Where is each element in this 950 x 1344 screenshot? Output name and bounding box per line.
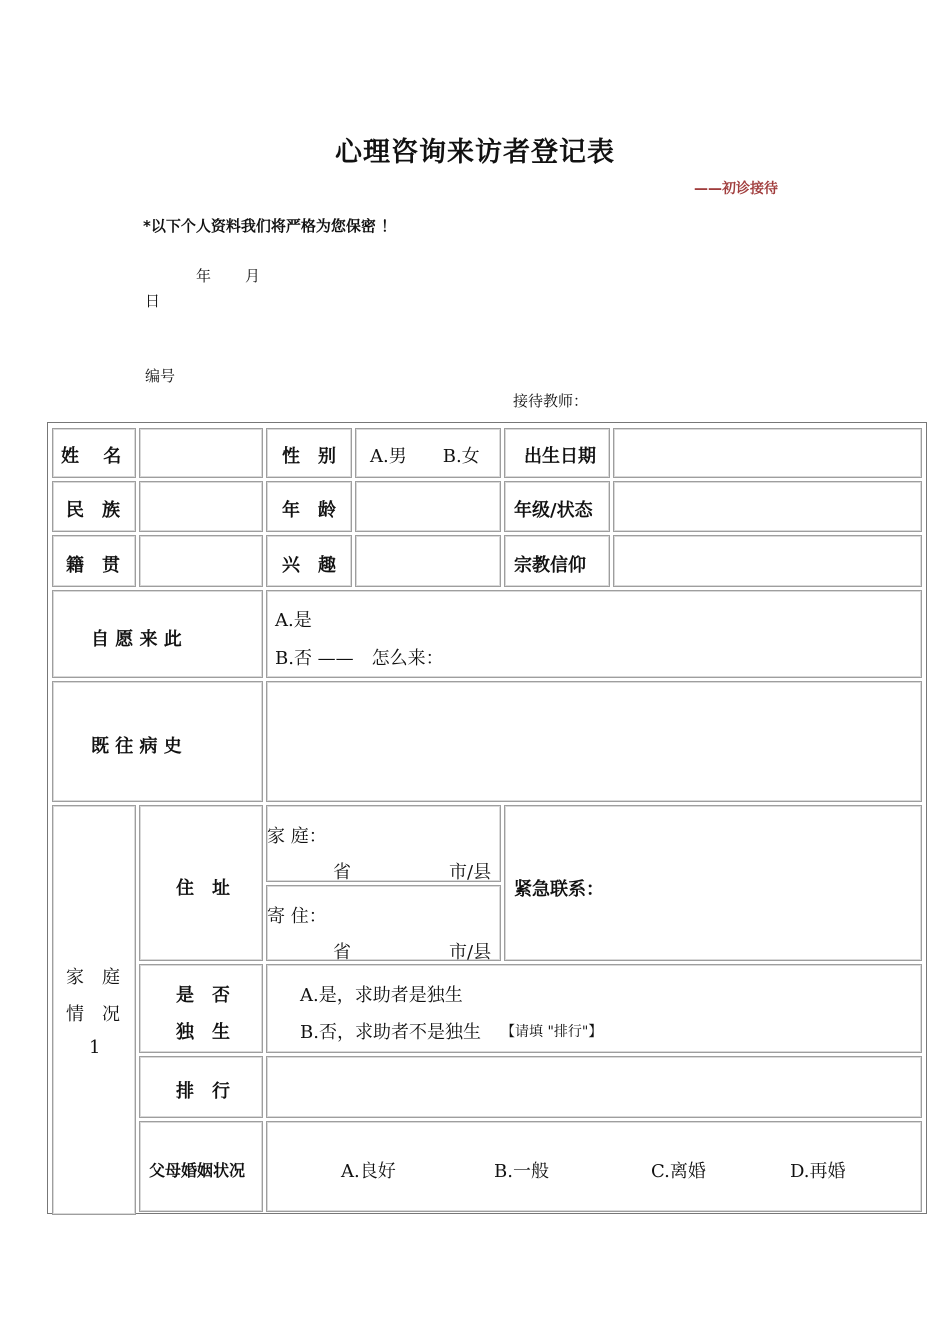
history-label: 既 往 病 史 xyxy=(91,736,182,757)
religion-label: 宗教信仰 xyxy=(514,555,586,576)
voluntary-field[interactable] xyxy=(266,590,922,678)
family-section-cell xyxy=(52,805,136,1215)
marriage-option-c: C.离婚 xyxy=(651,1161,706,1182)
family-label-line1: 家 庭 xyxy=(66,967,120,988)
voluntary-option-a: A.是 xyxy=(275,610,312,631)
ethnic-label: 民 族 xyxy=(66,500,120,521)
marriage-label-cell xyxy=(139,1121,263,1212)
native-field[interactable] xyxy=(139,535,263,587)
native-label-cell xyxy=(52,535,136,587)
teacher-label: 接待教师： xyxy=(513,392,589,410)
lodging-address-field[interactable] xyxy=(266,885,501,961)
lodging-label: 寄 住： xyxy=(267,906,327,927)
grade-label: 年级/状态 xyxy=(514,500,593,521)
religion-label-cell xyxy=(504,535,610,587)
hobby-field[interactable] xyxy=(355,535,501,587)
subtitle: ——初诊接待 xyxy=(694,181,778,197)
privacy-notice: *以下个人资料我们将严格为您保密 ！ xyxy=(143,217,397,235)
family-label-line3: 1 xyxy=(89,1037,101,1058)
home-address-field[interactable] xyxy=(266,805,501,882)
ethnic-label-cell xyxy=(52,481,136,532)
only-child-option-b: B.否，求助者不是独生 xyxy=(300,1022,481,1043)
only-child-label-cell xyxy=(139,964,263,1053)
gender-field[interactable] xyxy=(355,428,501,478)
religion-field[interactable] xyxy=(613,535,922,587)
rank-label: 排 行 xyxy=(176,1081,230,1102)
gender-label: 性 别 xyxy=(282,446,336,467)
voluntary-label-cell xyxy=(52,590,263,678)
voluntary-label: 自 愿 来 此 xyxy=(91,629,182,650)
emergency-contact-field[interactable] xyxy=(504,805,922,961)
history-field[interactable] xyxy=(266,681,922,802)
home-city: 市/县 xyxy=(449,862,492,883)
serial-label: 编号 xyxy=(145,367,176,385)
emergency-label: 紧急联系： xyxy=(514,879,604,900)
name-field[interactable] xyxy=(139,428,263,478)
lodging-city: 市/县 xyxy=(449,942,492,963)
only-child-option-a: A.是，求助者是独生 xyxy=(300,985,463,1006)
ethnic-field[interactable] xyxy=(139,481,263,532)
rank-field[interactable] xyxy=(266,1056,922,1118)
grade-label-cell xyxy=(504,481,610,532)
age-field[interactable] xyxy=(355,481,501,532)
address-label: 住 址 xyxy=(176,878,230,899)
gender-options: A.男 B.女 xyxy=(370,446,480,467)
history-label-cell xyxy=(52,681,263,802)
rank-label-cell xyxy=(139,1056,263,1118)
age-label-cell xyxy=(266,481,352,532)
hobby-label-cell xyxy=(266,535,352,587)
lodging-province: 省 xyxy=(333,942,351,963)
marriage-label: 父母婚姻状况 xyxy=(149,1161,246,1180)
date-month: 月 xyxy=(245,267,261,285)
home-label: 家 庭： xyxy=(267,826,327,847)
grade-field[interactable] xyxy=(613,481,922,532)
date-day: 日 xyxy=(145,292,161,310)
marriage-option-d: D.再婚 xyxy=(790,1161,846,1182)
age-label: 年 龄 xyxy=(282,500,336,521)
only-child-note: 【请填 "排行"】 xyxy=(501,1024,603,1040)
voluntary-option-b: B.否 —— 怎么来： xyxy=(275,648,444,669)
home-province: 省 xyxy=(333,862,351,883)
marriage-option-a: A.良好 xyxy=(341,1161,396,1182)
birth-label: 出生日期 xyxy=(524,446,596,467)
only-child-label-line2: 独 生 xyxy=(176,1022,230,1043)
marriage-field[interactable] xyxy=(266,1121,922,1212)
page-title: 心理咨询来访者登记表 xyxy=(335,137,615,168)
date-year: 年 xyxy=(196,267,212,285)
gender-label-cell xyxy=(266,428,352,478)
name-label-cell xyxy=(52,428,136,478)
marriage-option-b: B.一般 xyxy=(494,1161,549,1182)
address-label-cell xyxy=(139,805,263,961)
name-label: 姓 名 xyxy=(61,446,122,467)
birth-field[interactable] xyxy=(613,428,922,478)
hobby-label: 兴 趣 xyxy=(282,555,336,576)
only-child-label-line1: 是 否 xyxy=(176,985,230,1006)
native-label: 籍 贯 xyxy=(66,555,120,576)
family-label-line2: 情 况 xyxy=(66,1004,120,1025)
only-child-field[interactable] xyxy=(266,964,922,1053)
birth-label-cell xyxy=(504,428,610,478)
